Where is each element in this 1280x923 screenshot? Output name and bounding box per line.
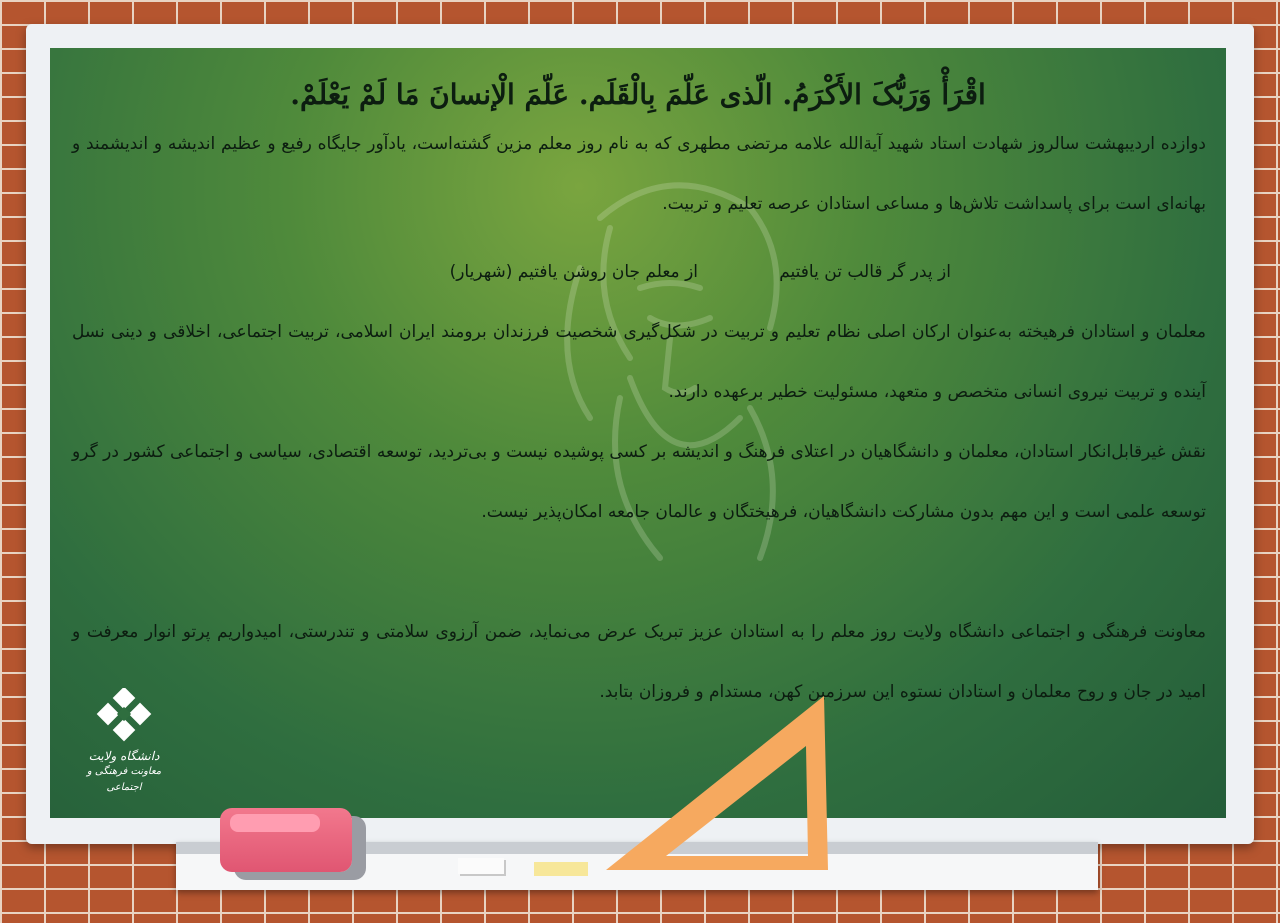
university-emblem-icon — [92, 688, 156, 744]
paragraph-congratulation: معاونت فرهنگی و اجتماعی دانشگاه ولایت روز معلم را به استادان عزیز تبریک عرض می‌نماید، ضمن آرزوی سلامتی و تندرستی، امیدواریم پرتو انوار معرفت و امید در جان و روح معلمان و استادان نستوه این سرزمین کهن، مستدام و فروزان بتابد. — [72, 622, 1206, 702]
white-chalk-icon — [458, 858, 504, 874]
poem-hemistich-2: از معلم جان روشن یافتیم (شهریار) — [449, 262, 698, 282]
poem-hemistich-1: از پدر گر قالب تن یافتیم — [779, 262, 951, 282]
university-logo — [74, 688, 174, 798]
logo-name: دانشگاه ولایت — [88, 749, 160, 763]
logo-subtitle: معاونت فرهنگی و اجتماعی — [86, 766, 162, 793]
paragraph-development: نقش غیرقابل‌انکار استادان، معلمان و دانشگاهیان در اعتلای فرهنگ و اندیشه بر کسی پوشیده نیست و بی‌تردید، توسعه اقتصادی، سیاسی و اجتماعی کشور در گرو توسعه علمی است و این مهم بدون مشارکت دانشگاهیان، فرهیختگان و عالمان جامعه امکان‌پذیر نیست. — [72, 442, 1206, 522]
triangle-ruler-icon — [596, 690, 836, 880]
quran-verse-title: اقْرَأْ وَرَبُّکَ الأَکْرَمُ. الّذی عَلّمَ بِالْقَلَم. عَلّمَ الْإنسانَ مَا لَمْ یَعْلَمْ. — [290, 78, 986, 111]
paragraph-teachers-role: معلمان و استادان فرهیخته به‌عنوان ارکان اصلی نظام تعلیم و تربیت در شکل‌گیری شخصیت فرزندان برومند ایران اسلامی، تربیت اجتماعی، اخلاقی و دینی نسل آینده و تربیت نیروی انسانی متخصص و متعهد، مسئولیت خطیر برعهده دارند. — [72, 322, 1206, 402]
paragraph-intro: دوازده اردیبهشت سالروز شهادت استاد شهید آیةالله علامه مرتضی مطهری که به نام روز معلم مزین گشته‌است، یادآور جایگاه رفیع و عظیم اندیشه و اندیشمند و بهانه‌ای است برای پاسداشت تلاش‌ها و مساعی استادان عرصه تعلیم و تربیت. — [72, 134, 1206, 214]
eraser-icon — [220, 808, 352, 872]
yellow-chalk-icon — [534, 862, 588, 876]
